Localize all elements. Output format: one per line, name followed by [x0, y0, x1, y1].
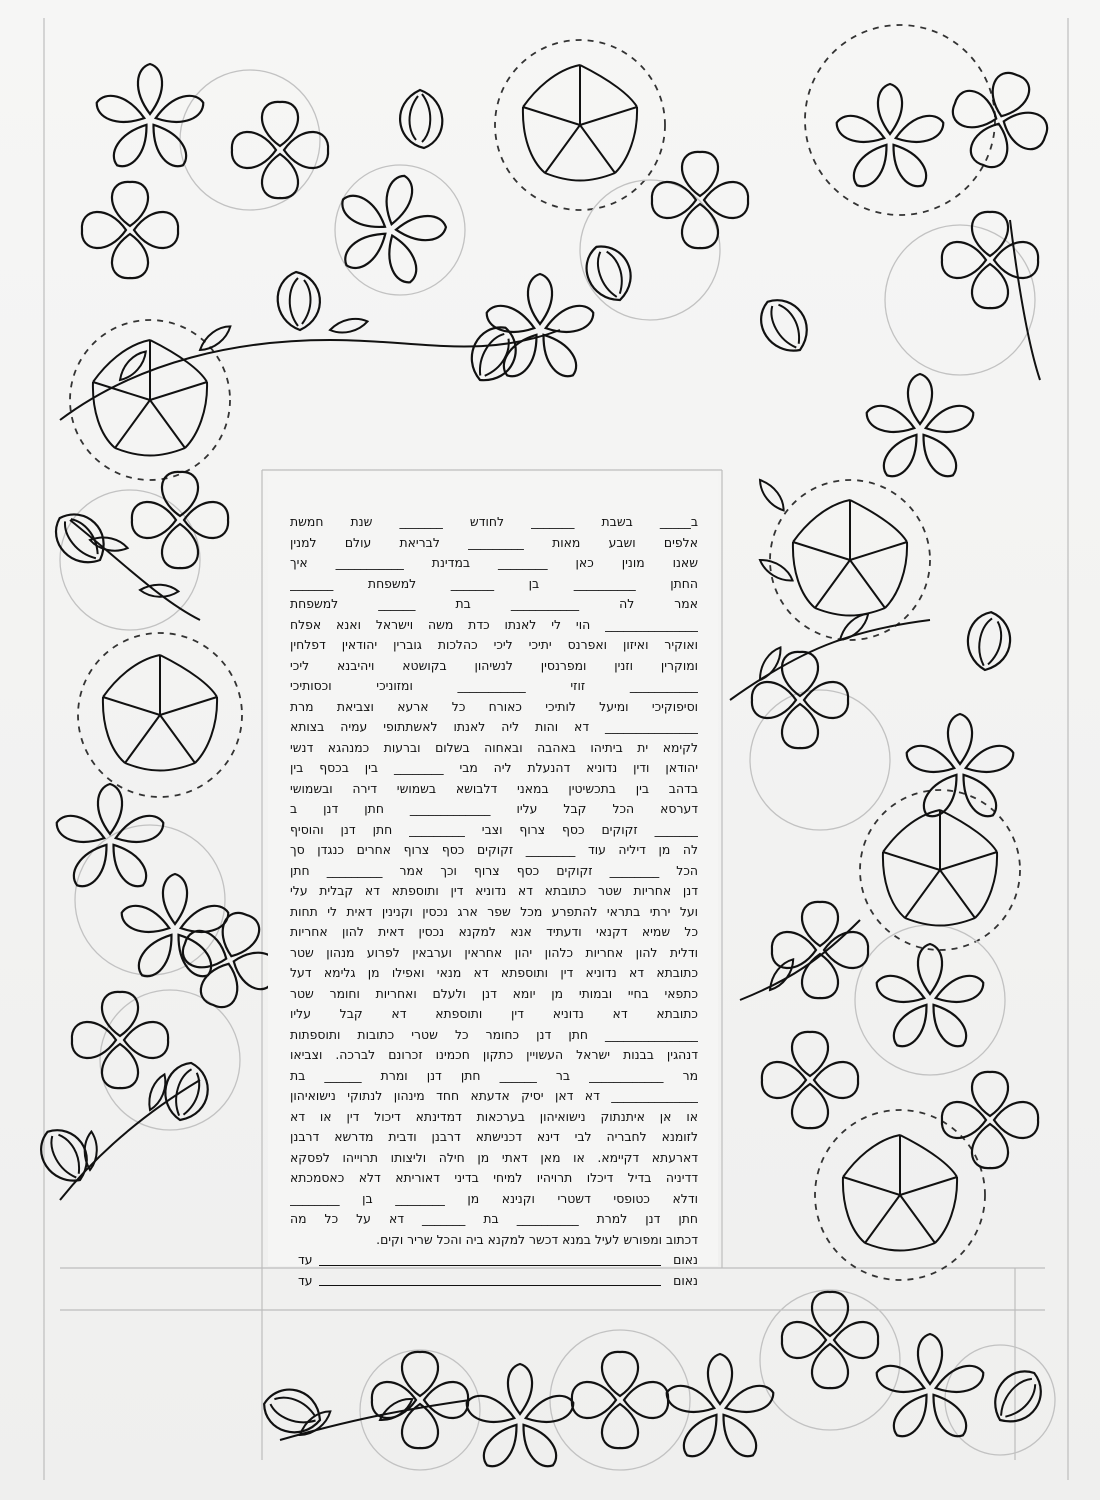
text-line: _______________ דא והות ליה לאנתו לאשתתופי עמיה בצותא: [290, 719, 698, 734]
text-line: ודלית להון אחריות כלהון יהון אחראין וערבאין לפרוע מנהון שטר: [290, 944, 698, 960]
text-line: דארעתא דקיימא. או מאן דאתי מן חילה וליצותו תרוייהו לפסקא: [290, 1149, 698, 1165]
text-line: בדהב בין בתכשיטין במאני דלבושא בשמושי דירה ובשמושי: [290, 780, 698, 796]
text-line: וסיפוקיכי ומיעל לותיכי כאורח כל ארעא וצביאת מרת: [290, 698, 698, 714]
witness-signature-line-2[interactable]: [290, 1271, 698, 1292]
text-line: ומוקרין וזנין ומפרנסין לנשיהון בקושטא ויהיבנא ליכי: [290, 657, 698, 673]
text-line: לה מן דיליה עוד ________ זקוקים כסף צרוף אחרים כנגדן סך: [290, 842, 698, 857]
flower-icon: [258, 1292, 1053, 1472]
text-line: כתובתא דא נדוניא דין ותוספתא דא מנאי ואפילו מן גלימא דעל: [290, 965, 698, 980]
text-line: ועל ירתי בתראי להתפרע מכל שפר ארג נכסין וקנינין דאית לי תחות: [290, 903, 698, 919]
ketubah-text: [290, 512, 698, 1291]
text-line: או אן איתנתוק נישואיהון בערכאות דמדינתא דיכול דין או דא: [290, 1108, 698, 1124]
witness-label: עד: [298, 1272, 313, 1288]
text-line: _______________ הוי לי לאנתו כדת משה וישראל ואנא אפלח: [290, 616, 698, 632]
text-line: דנן אחריות שטר כתובתא דא נדוניא דין ותוספתא דא קבלית עלי: [290, 883, 698, 898]
witness-signature-line-1[interactable]: [290, 1250, 698, 1271]
text-line: כתפאי בחיי ובמותי מן יומא דנן ולעלם ואחריות וחומר שטר: [290, 985, 698, 1001]
witness-label: עד: [298, 1252, 313, 1267]
text-line: דנהגין בבנות ישראל העשויין כתקון חכמינו זכרונם לברכה. וצביאו: [290, 1047, 698, 1062]
text-line: אלפים ושבע מאות _________ לבריאת עולם למנין: [290, 534, 698, 550]
flower-icon: [82, 58, 1062, 390]
signature-blank[interactable]: [319, 1264, 662, 1266]
text-line: ב_____ בשבת _______ לחודש _______ שנת חמשת: [290, 514, 698, 529]
text-line: _______ זקוקים כסף צרוף וצבי _________ חתן דנן והוסיף: [290, 821, 698, 837]
signature-blank[interactable]: [319, 1284, 662, 1286]
text-line: אמר לה ___________ בת ______ למשפחת: [290, 596, 698, 611]
text-line: כתובתא דא נדוניא דין ותוספתא דא קבל עליו: [290, 1006, 698, 1021]
text-line: החתן __________ בן _______ למשפחת _______: [290, 575, 698, 591]
text-line: לזומנא לחבריה לבי דינא דכנישתא דרבנן ודבית מדרשא דרבנן: [290, 1129, 698, 1144]
text-line: ואוקיר ואיזון ואפרנס יתיכי ליכי כהלכות גוברין יהודאין דפלחין: [290, 637, 698, 652]
text-line: דערסא הכל קבל עליו _____________ חתן דנן ב: [290, 801, 698, 816]
flower-icon: [32, 340, 292, 1191]
flower-icon: [752, 374, 1038, 1251]
text-line: דכתוב ומפורש לעיל במנא דכשר למקנא ביה והכל שריר וקים.: [376, 1231, 698, 1247]
text-line: ודלא כטופסי דשטרי וקנינא מן ________ בן ________: [290, 1190, 698, 1206]
signature-label: נאום: [673, 1252, 698, 1267]
text-line: ___________ זוזי ___________ ומזוניכי וכסותיכי: [290, 678, 698, 693]
text-line: שאנו מונין כאן ________ במדינת ___________ איך: [290, 555, 698, 570]
text-line: חתן דנן למרת __________ בת _______ דא על כל מה: [290, 1211, 698, 1226]
text-line: הכל ________ זקוקים כסף צרוף וכך אמר _________ חתן: [290, 862, 698, 878]
text-line: _______________ חתן דנן כחומר כל שטרי כתובות ותוספתות: [290, 1026, 698, 1042]
text-line: יהודאן ודין נדוניא דהנעלת ליה מבי ________ בין בכסף בין: [290, 760, 698, 775]
text-line: ______________ דא דאן יסיק אדעתא חחד מינהון לנתוקי נישואיהון: [290, 1088, 698, 1103]
signature-label: נאום: [673, 1272, 698, 1288]
text-line: כל שמיא דקנאי ודעתיד אנא למקנא נכסין דאית להון אחריות: [290, 924, 698, 939]
text-line: דדיניה בדיל דיכלו תרויהיו למיחי בדיני דאוריתא דלא כאסמכתא: [290, 1170, 698, 1185]
text-line: לקימא ית ביתיהו באהבה ובאחוה בשלום וברעות כמנהגא דנשי: [290, 739, 698, 755]
text-line: מר ____________ בר ______ חתן דנן ומרת ______ בת: [290, 1067, 698, 1083]
